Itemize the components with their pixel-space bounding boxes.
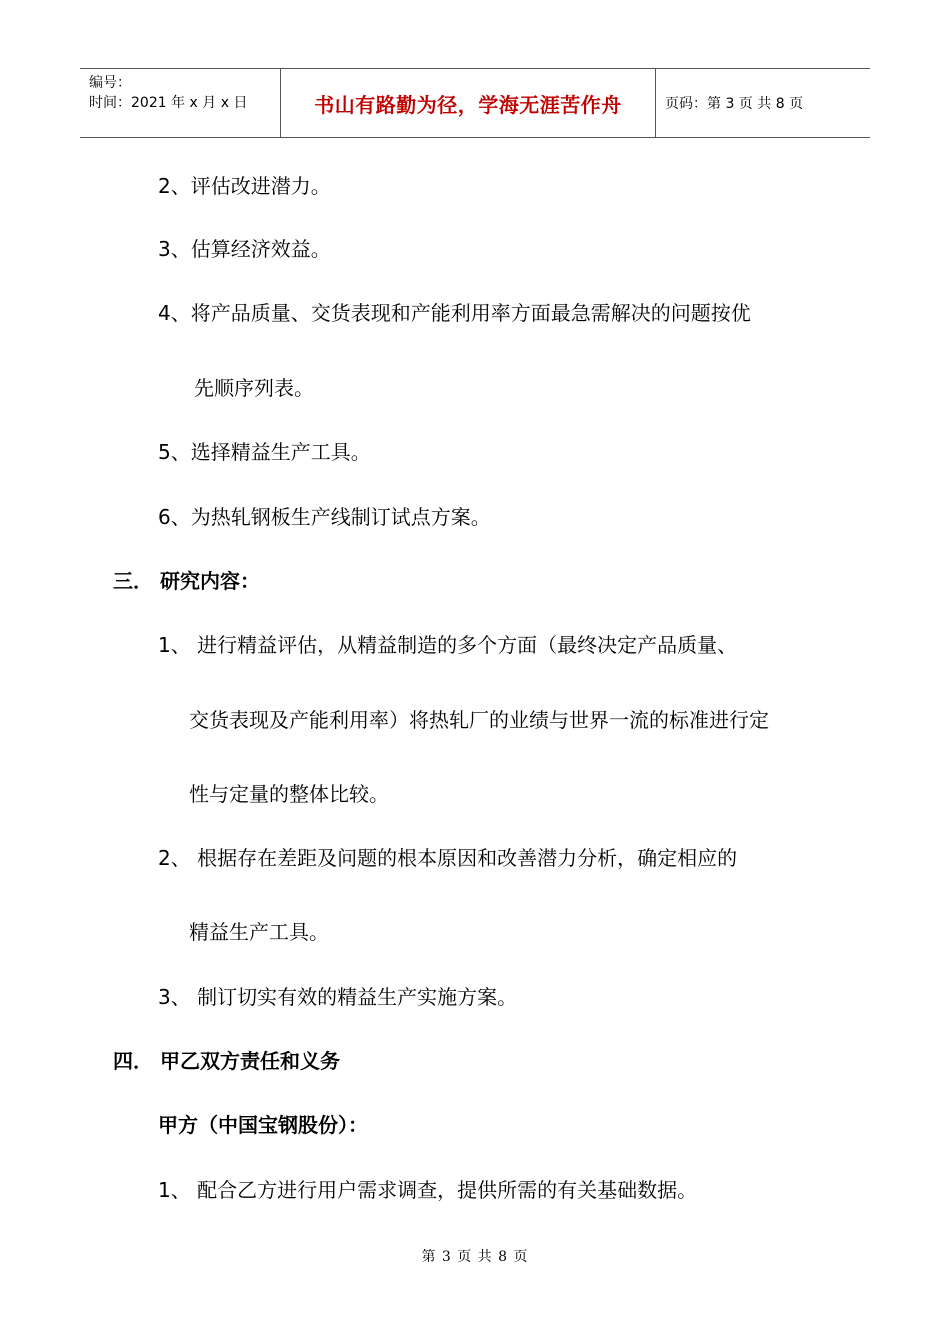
list-item: 2、评估改进潜力。 [158,174,331,198]
header-page-info [655,69,870,137]
page-info: 页码：第 3 页 共 8 页 [665,96,804,112]
list-item: 4、将产品质量、交货表现和产能利用率方面最急需解决的问题按优 [158,301,751,325]
list-item-continuation: 交货表现及产能利用率）将热轧厂的业绩与世界一流的标准进行定 [189,708,769,732]
header-motto-cell [280,69,656,137]
list-item: 5、选择精益生产工具。 [158,440,371,464]
list-item: 3、估算经济效益。 [158,237,331,261]
page-header [80,68,870,138]
list-item: 3、 制订切实有效的精益生产实施方案。 [158,985,518,1009]
number-label: 编号： [89,75,131,91]
motto: 书山有路勤为径，学海无涯苦作舟 [314,92,622,117]
list-item: 1、 进行精益评估，从精益制造的多个方面（最终决定产品质量、 [158,633,738,657]
list-item: 1、 配合乙方进行用户需求调查，提供所需的有关基础数据。 [158,1178,698,1202]
list-item-continuation: 精益生产工具。 [189,920,329,944]
section-heading: 四． 甲乙双方责任和义务 [113,1049,340,1073]
header-meta [80,69,280,137]
subheading: 甲方（中国宝钢股份）： [158,1113,368,1137]
list-item-continuation: 先顺序列表。 [194,376,314,400]
list-item-continuation: 性与定量的整体比较。 [189,782,389,806]
page-footer: 第 3 页 共 8 页 [421,1249,529,1265]
time-label: 时间：2021 年 x 月 x 日 [89,95,248,111]
section-heading: 三． 研究内容： [113,569,260,593]
list-item: 2、 根据存在差距及问题的根本原因和改善潜力分析，确定相应的 [158,846,738,870]
list-item: 6、为热轧钢板生产线制订试点方案。 [158,505,491,529]
